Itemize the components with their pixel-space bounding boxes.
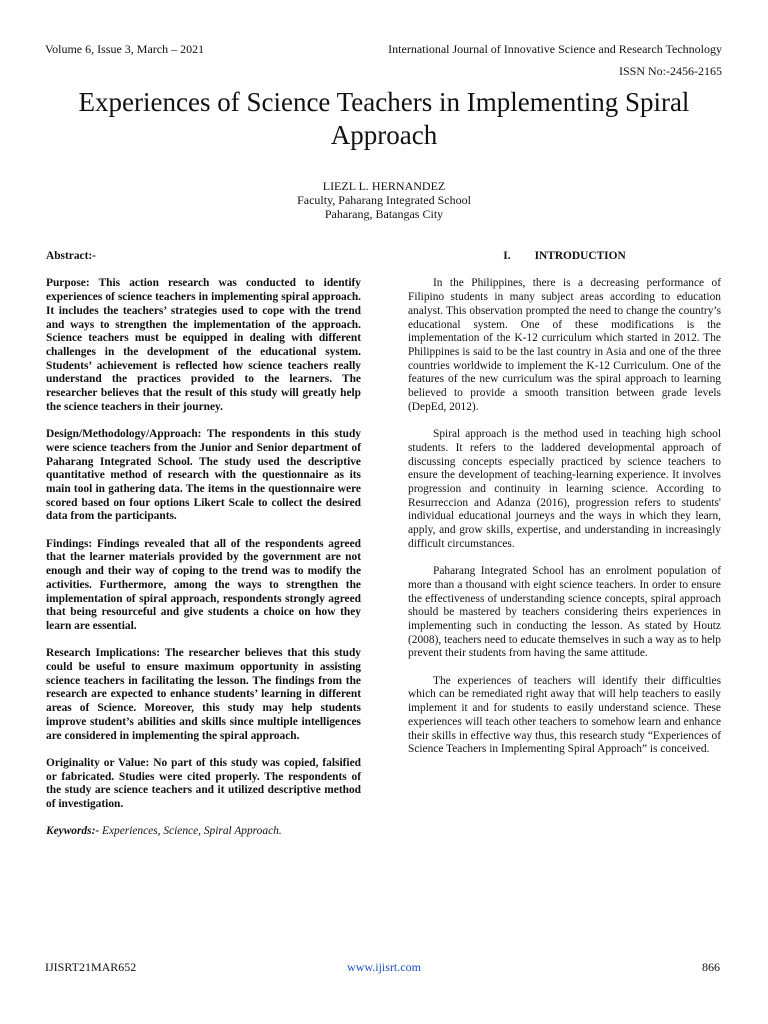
header-issn: ISSN No:-2456-2165 (618, 64, 722, 78)
intro-paragraph: Spiral approach is the method used in teaching high school students. It refers to the laddered developmental approach of discussing concepts especially practiced by science teachers to ensure the development of teaching-learning experience. It involves progression and continuity in learning science. According to Resurreccion and Adanza (2016), progression refers to students' individual educational journeys and the ways in which they learn, apply, and grow skills, expertise, and understanding in increasingly difficult circumstances. (408, 428, 721, 550)
footer-paper-id: IJISRT21MAR652 (45, 960, 137, 974)
abstract-heading: Abstract:- (46, 250, 96, 262)
footer-page-number: 866 (702, 960, 720, 974)
keywords-label: Keywords:- (46, 825, 100, 838)
abstract-implications: Research Implications: The researcher believes that this study could be useful to ensure maximum opportunity in assisting science teachers in facilitating the lesson. The findings from the research are expected to enhance students’ learning in different areas of Science. Moreover, this study may help students improve student’s abilities and skills since multiple intelligences are considered in implementing the spiral approach. (46, 647, 361, 742)
section-heading (408, 250, 721, 264)
intro-paragraph: In the Philippines, there is a decreasing performance of Filipino students in many subject areas according to education analyst. This observation prompted the need to change the country’s educational system. One of these modifications is the implementation of the K-12 curriculum which started in 2012. The Philippines is said to be the last country in Asia and one of the three countries worldwide to implement the K-12 Curriculum. One of the features of the new curriculum was the spiral approach to learning believed to provide a smooth transition between grade levels (DepEd, 2012). (408, 277, 721, 413)
keywords (46, 825, 361, 839)
author-affiliation: Faculty, Paharang Integrated School (297, 193, 471, 207)
keywords-text: Experiences, Science, Spiral Approach. (99, 825, 282, 838)
section-title: INTRODUCTION (534, 250, 626, 262)
header-volume: Volume 6, Issue 3, March – 2021 (45, 42, 205, 56)
abstract-originality: Originality or Value: No part of this study was copied, falsified or fabricated. Studies were cited properly. The respondents of the study are science teachers and it utilized descriptive method of investigation. (46, 756, 361, 811)
paper-title: Experiences of Science Teachers in Implementing Spiral Approach (78, 87, 690, 150)
abstract-findings: Findings: Findings revealed that all of the respondents agreed that the learner materials provided by the government are not enough and their way of coping to the trend was to modify the activities. Furthermore, among the ways to strengthen the implementation of spiral approach, respondents strongly agreed that being resourceful and give students a choice on how they learn are essential. (46, 537, 361, 632)
author-name: LIEZL L. HERNANDEZ (322, 179, 446, 193)
right-column (408, 250, 721, 771)
abstract-purpose: Purpose: This action research was conducted to identify experiences of science teachers in implementing spiral approach. It includes the teachers’ strategies used to cope with the trend and ways to strengthen the implementation of the approach. Science teachers must be equipped in dealing with different challenges in the development of the educational system. Students’ achievement is reflected how science teachers really understand the practices provided to the learners. The researcher believes that the result of this study will greatly help the science teachers in their journey. (46, 277, 361, 413)
footer-website-link[interactable]: www.ijisrt.com (347, 960, 421, 974)
section-number: I. (503, 250, 511, 262)
intro-paragraph: The experiences of teachers will identify their difficulties which can be remediated right away that will help teachers to easily implement it and for students to easily understand science. These experiences will teach other teachers to somehow learn and enhance their skills in effective way thus, this research study “Experiences of Science Teachers in Implementing Spiral Approach” is conceived. (408, 674, 721, 756)
left-column (46, 250, 361, 853)
author-location: Paharang, Batangas City (324, 207, 444, 221)
abstract-design: Design/Methodology/Approach: The respondents in this study were science teachers from the Junior and Senior department of Paharang Integrated School. The study used the descriptive quantitative method of research with the questionnaire as its main tool in gathering data. The items in the questionnaire were scored based on four options Likert Scale to collect the desired data from the participants. (46, 428, 361, 523)
header-journal-name: International Journal of Innovative Science and Research Technology (388, 42, 722, 56)
intro-paragraph: Paharang Integrated School has an enrolment population of more than a thousand with eight science teachers. In order to ensure the effectiveness of understanding science concepts, spiral approach should be mastered by teachers considering theirs experiences in implementing such in conducting the lesson. As stated by Houtz (2008), teachers need to educate themselves in such a way as to help prevent their students from having the same attitude. (408, 565, 721, 660)
